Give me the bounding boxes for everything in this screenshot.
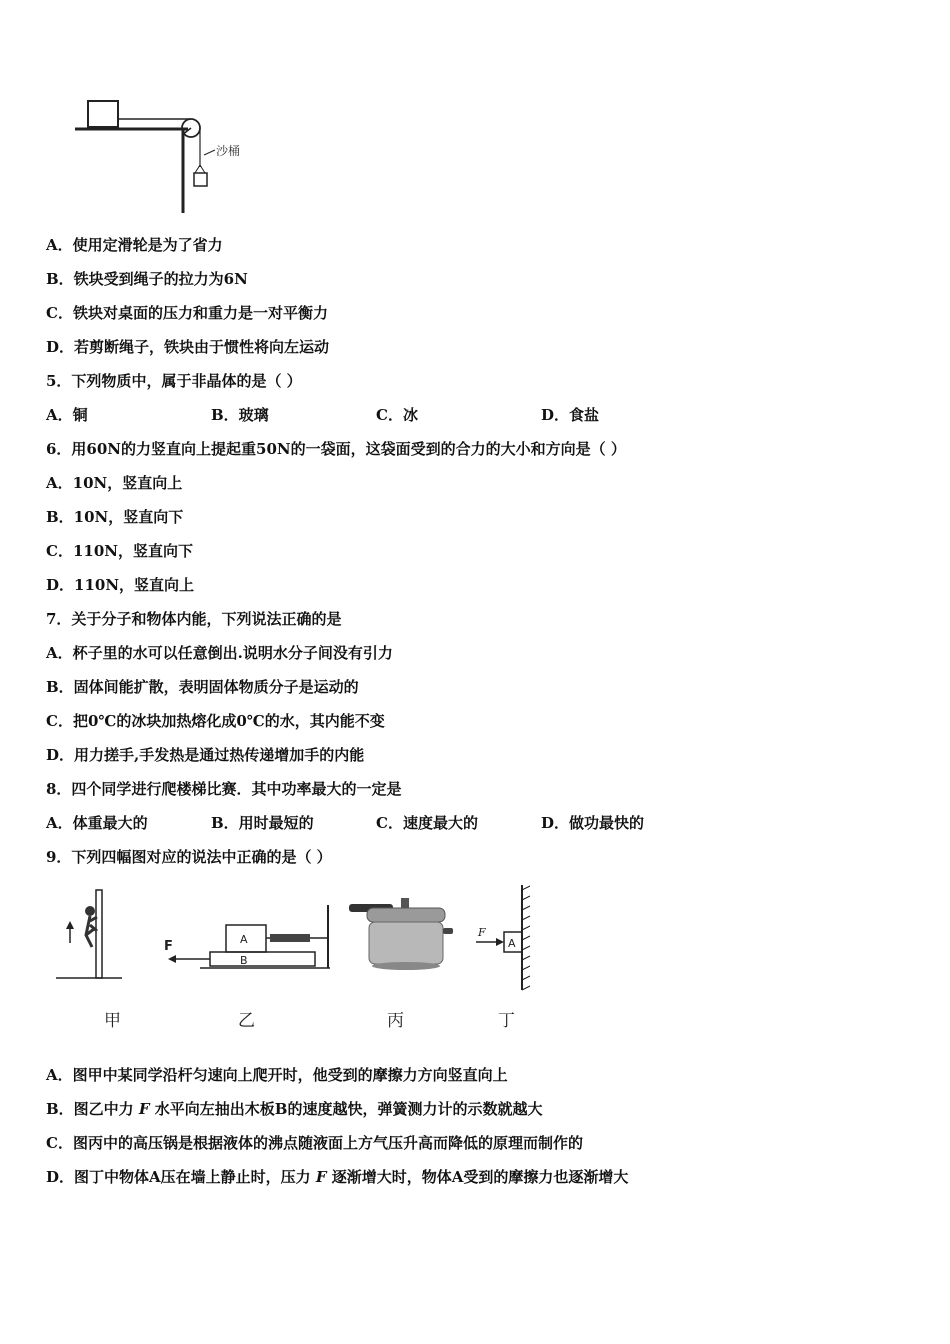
q6-stem: 6．用60N的力竖直向上提起重50N的一袋面，这袋面受到的合力的大小和方向是（ ） — [46, 440, 626, 458]
q6-option-c: C．110N，竖直向下 — [46, 542, 193, 560]
q7-option-d: D．用力搓手,手发热是通过热传递增加手的内能 — [46, 746, 365, 764]
q8-option-c: C．速度最大的 — [376, 814, 478, 832]
q9-option-b-post: 水平向左抽出木板B的速度越快，弹簧测力计的示数就越大 — [149, 1100, 543, 1118]
q5-option-a: A．铜 — [46, 406, 88, 424]
label-leader — [204, 150, 215, 155]
cooker-side-handle — [443, 928, 453, 934]
press-arrow-head — [496, 938, 504, 946]
q4-option-c: C．铁块对桌面的压力和重力是一对平衡力 — [46, 304, 328, 322]
spring-scale — [270, 934, 310, 942]
q5-option-d: D．食盐 — [541, 406, 600, 424]
q6-option-d: D．110N，竖直向上 — [46, 576, 195, 594]
cooker-lid — [367, 908, 445, 922]
iron-block — [88, 101, 118, 127]
board-b-label: B — [240, 954, 248, 967]
figure-yi — [160, 900, 340, 980]
sand-bucket — [194, 173, 207, 186]
q5-stem: 5．下列物质中，属于非晶体的是（ ） — [46, 372, 302, 390]
q5-option-b: B．玻璃 — [211, 406, 269, 424]
caption-yi: 乙 — [238, 1011, 255, 1031]
up-arrow-head — [66, 921, 74, 929]
q9-option-b-var: F — [138, 1100, 150, 1118]
figure-bing — [345, 890, 455, 980]
q7-option-b: B．固体间能扩散，表明固体物质分子是运动的 — [46, 678, 359, 696]
q8-option-a: A．体重最大的 — [46, 814, 148, 832]
q9-option-d-post: 逐渐增大时，物体A受到的摩擦力也逐渐增大 — [326, 1168, 629, 1186]
pulley-figure — [70, 95, 260, 220]
q8-option-b: B．用时最短的 — [211, 814, 314, 832]
q9-option-d-var: F — [315, 1168, 327, 1186]
q6-option-b: B．10N，竖直向下 — [46, 508, 184, 526]
q8-options — [46, 813, 746, 833]
q9-option-d — [46, 1167, 628, 1187]
object-a-label: A — [508, 937, 516, 950]
climbing-pole — [96, 890, 102, 978]
q7-option-c: C．把0℃的冰块加热熔化成0℃的水，其内能不变 — [46, 712, 385, 730]
q4-option-b: B．铁块受到绳子的拉力为6N — [46, 270, 248, 288]
q5-options — [46, 405, 746, 425]
q5-option-c: C．冰 — [376, 406, 418, 424]
block-a-label: A — [240, 933, 248, 946]
cooker-valve — [401, 898, 409, 908]
q9-option-b — [46, 1099, 542, 1119]
q4-option-d: D．若剪断绳子，铁块由于惯性将向左运动 — [46, 338, 330, 356]
q9-option-c: C．图丙中的高压锅是根据液体的沸点随液面上方气压升高而降低的原理而制作的 — [46, 1134, 583, 1152]
press-force-label: F — [478, 926, 486, 939]
q4-option-a: A．使用定滑轮是为了省力 — [46, 236, 223, 254]
q9-option-d-pre: D．图丁中物体A压在墙上静止时，压力 — [46, 1168, 316, 1186]
q9-option-b-pre: B．图乙中力 — [46, 1100, 139, 1118]
climber-head — [85, 906, 95, 916]
q7-stem: 7．关于分子和物体内能，下列说法正确的是 — [46, 610, 342, 628]
caption-jia: 甲 — [104, 1011, 121, 1031]
board-b — [210, 952, 315, 966]
cooker-base — [372, 962, 440, 970]
cooker-body — [369, 922, 443, 964]
q9-option-a: A．图甲中某同学沿杆匀速向上爬开时，他受到的摩擦力方向竖直向上 — [46, 1066, 508, 1084]
q7-option-a: A．杯子里的水可以任意倒出.说明水分子间没有引力 — [46, 644, 393, 662]
force-arrow-head — [168, 955, 176, 963]
force-label: F — [164, 939, 173, 954]
figure-jia — [50, 885, 130, 985]
sand-bucket-label: 沙桶 — [216, 144, 241, 158]
q9-stem: 9．下列四幅图对应的说法中正确的是（ ） — [46, 848, 332, 866]
q6-option-a: A．10N，竖直向上 — [46, 474, 183, 492]
q8-option-d: D．做功最快的 — [541, 814, 645, 832]
caption-ding: 丁 — [498, 1011, 515, 1031]
q8-stem: 8．四个同学进行爬楼梯比赛．其中功率最大的一定是 — [46, 780, 402, 798]
figure-ding — [470, 880, 540, 995]
wall-hatching — [522, 886, 530, 990]
caption-bing: 丙 — [387, 1011, 404, 1031]
